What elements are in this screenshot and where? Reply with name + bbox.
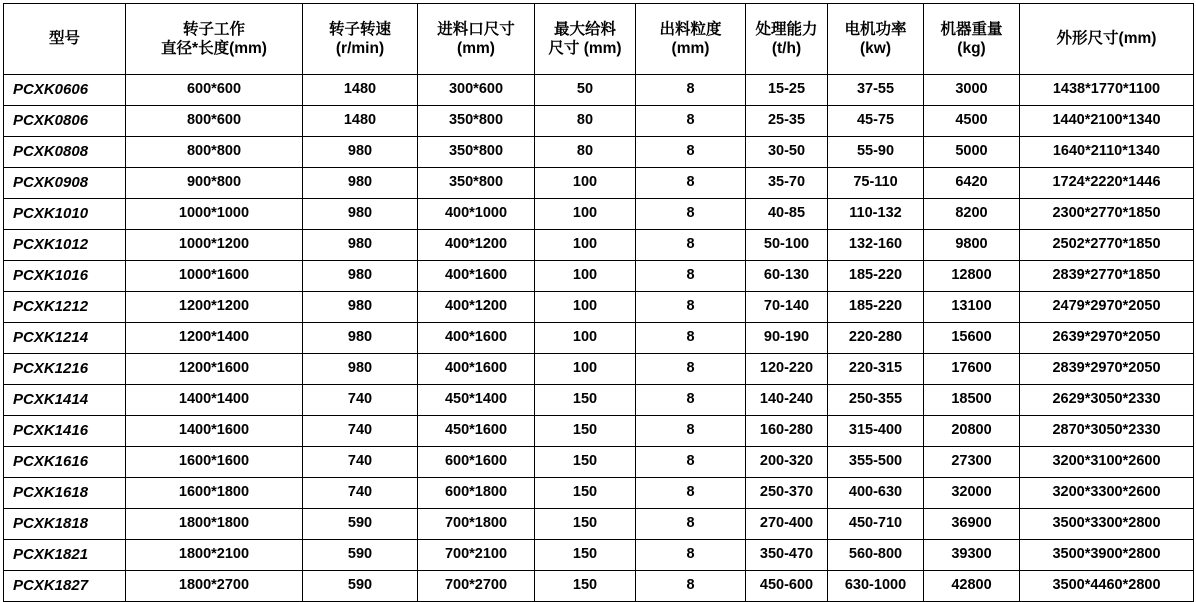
table-row <box>4 509 1194 540</box>
table-cell: 220-280 <box>828 323 924 354</box>
table-cell: 740 <box>303 447 418 478</box>
table-cell: 1200*1600 <box>126 354 303 385</box>
table-cell: 740 <box>303 416 418 447</box>
table-cell: 100 <box>535 168 636 199</box>
column-header-line2: (r/min) <box>335 40 385 57</box>
table-cell: 1440*2100*1340 <box>1020 106 1194 137</box>
cell-model: PCXK1016 <box>4 261 126 292</box>
table-cell: 590 <box>303 540 418 571</box>
table-cell: 150 <box>535 447 636 478</box>
table-cell: 80 <box>535 106 636 137</box>
table-cell: 13100 <box>924 292 1020 323</box>
column-header-line2: (t/h) <box>771 40 802 57</box>
table-cell: 185-220 <box>828 292 924 323</box>
table-cell: 8 <box>636 416 746 447</box>
table-cell: 1800*1800 <box>126 509 303 540</box>
table-cell: 75-110 <box>828 168 924 199</box>
table-cell: 90-190 <box>746 323 828 354</box>
table-cell: 355-500 <box>828 447 924 478</box>
table-cell: 1438*1770*1100 <box>1020 75 1194 106</box>
table-cell: 8 <box>636 571 746 602</box>
table-cell: 980 <box>303 199 418 230</box>
column-header-6 <box>746 4 828 75</box>
column-header-line1: 转子工作 <box>182 20 245 38</box>
table-cell: 1600*1600 <box>126 447 303 478</box>
cell-model: PCXK1012 <box>4 230 126 261</box>
table-cell: 100 <box>535 199 636 230</box>
table-cell: 100 <box>535 354 636 385</box>
table-cell: 8 <box>636 478 746 509</box>
table-cell: 5000 <box>924 137 1020 168</box>
table-cell: 980 <box>303 292 418 323</box>
table-row <box>4 571 1194 602</box>
table-cell: 400*1600 <box>418 261 535 292</box>
table-cell: 350*800 <box>418 168 535 199</box>
table-cell: 140-240 <box>746 385 828 416</box>
table-row <box>4 447 1194 478</box>
table-cell: 450*1600 <box>418 416 535 447</box>
table-cell: 100 <box>535 292 636 323</box>
table-cell: 2839*2970*2050 <box>1020 354 1194 385</box>
table-cell: 400-630 <box>828 478 924 509</box>
table-cell: 8 <box>636 540 746 571</box>
table-cell: 2870*3050*2330 <box>1020 416 1194 447</box>
table-cell: 150 <box>535 540 636 571</box>
table-row <box>4 199 1194 230</box>
cell-model: PCXK1416 <box>4 416 126 447</box>
table-cell: 150 <box>535 478 636 509</box>
table-cell: 600*600 <box>126 75 303 106</box>
column-header-line2: 直径*长度(mm) <box>161 40 267 57</box>
table-cell: 3500*3900*2800 <box>1020 540 1194 571</box>
table-cell: 980 <box>303 168 418 199</box>
table-cell: 8 <box>636 199 746 230</box>
table-cell: 250-370 <box>746 478 828 509</box>
column-header-line1: 最大给料 <box>553 20 616 38</box>
table-cell: 12800 <box>924 261 1020 292</box>
table-cell: 1600*1800 <box>126 478 303 509</box>
table-cell: 200-320 <box>746 447 828 478</box>
cell-model: PCXK0806 <box>4 106 126 137</box>
table-cell: 100 <box>535 323 636 354</box>
table-cell: 1200*1200 <box>126 292 303 323</box>
table-cell: 8 <box>636 106 746 137</box>
table-cell: 32000 <box>924 478 1020 509</box>
table-cell: 60-130 <box>746 261 828 292</box>
table-cell: 700*1800 <box>418 509 535 540</box>
column-header-line2: (kg) <box>957 40 986 57</box>
table-cell: 350*800 <box>418 106 535 137</box>
table-cell: 1480 <box>303 75 418 106</box>
table-cell: 20800 <box>924 416 1020 447</box>
table-row <box>4 323 1194 354</box>
table-cell: 36900 <box>924 509 1020 540</box>
table-cell: 350-470 <box>746 540 828 571</box>
table-cell: 980 <box>303 323 418 354</box>
table-cell: 15-25 <box>746 75 828 106</box>
table-cell: 1800*2700 <box>126 571 303 602</box>
table-cell: 8 <box>636 447 746 478</box>
table-cell: 45-75 <box>828 106 924 137</box>
table-row <box>4 106 1194 137</box>
cell-model: PCXK1214 <box>4 323 126 354</box>
column-header-5 <box>636 4 746 75</box>
cell-model: PCXK1216 <box>4 354 126 385</box>
table-cell: 315-400 <box>828 416 924 447</box>
table-cell: 1000*1000 <box>126 199 303 230</box>
column-header-line1: 进料口尺寸 <box>437 20 515 38</box>
table-cell: 35-70 <box>746 168 828 199</box>
column-header-0 <box>4 4 126 75</box>
table-cell: 80 <box>535 137 636 168</box>
table-cell: 1200*1400 <box>126 323 303 354</box>
table-cell: 42800 <box>924 571 1020 602</box>
column-header-line1: 型号 <box>48 30 80 48</box>
table-cell: 8 <box>636 385 746 416</box>
column-header-2 <box>303 4 418 75</box>
table-row <box>4 75 1194 106</box>
column-header-line1: 机器重量 <box>940 20 1003 38</box>
table-cell: 17600 <box>924 354 1020 385</box>
column-header-7 <box>828 4 924 75</box>
table-cell: 3200*3100*2600 <box>1020 447 1194 478</box>
spec-sheet <box>0 3 1196 594</box>
table-cell: 9800 <box>924 230 1020 261</box>
column-header-8 <box>924 4 1020 75</box>
table-cell: 37-55 <box>828 75 924 106</box>
cell-model: PCXK0908 <box>4 168 126 199</box>
header-row <box>4 4 1194 75</box>
table-cell: 8 <box>636 323 746 354</box>
table-cell: 740 <box>303 478 418 509</box>
table-cell: 220-315 <box>828 354 924 385</box>
table-cell: 3000 <box>924 75 1020 106</box>
table-row <box>4 137 1194 168</box>
table-cell: 1000*1600 <box>126 261 303 292</box>
table-cell: 39300 <box>924 540 1020 571</box>
table-cell: 980 <box>303 230 418 261</box>
table-cell: 15600 <box>924 323 1020 354</box>
table-cell: 1400*1400 <box>126 385 303 416</box>
table-cell: 1480 <box>303 106 418 137</box>
table-cell: 25-35 <box>746 106 828 137</box>
table-cell: 450-710 <box>828 509 924 540</box>
table-cell: 120-220 <box>746 354 828 385</box>
column-header-line2: (kw) <box>860 40 891 57</box>
table-cell: 160-280 <box>746 416 828 447</box>
table-cell: 400*1000 <box>418 199 535 230</box>
table-cell: 1800*2100 <box>126 540 303 571</box>
column-header-line2: (mm) <box>671 40 710 57</box>
column-header-9 <box>1020 4 1194 75</box>
table-cell: 150 <box>535 571 636 602</box>
column-header-line2: (mm) <box>457 40 495 57</box>
column-header-line1: 外形尺寸(mm) <box>1056 30 1157 48</box>
table-cell: 2479*2970*2050 <box>1020 292 1194 323</box>
cell-model: PCXK0606 <box>4 75 126 106</box>
column-header-line2: 尺寸 (mm) <box>548 40 622 57</box>
table-cell: 6420 <box>924 168 1020 199</box>
table-cell: 8 <box>636 230 746 261</box>
cell-model: PCXK1827 <box>4 571 126 602</box>
table-cell: 590 <box>303 571 418 602</box>
table-cell: 450-600 <box>746 571 828 602</box>
table-cell: 2639*2970*2050 <box>1020 323 1194 354</box>
table-cell: 740 <box>303 385 418 416</box>
table-cell: 590 <box>303 509 418 540</box>
table-cell: 400*1200 <box>418 230 535 261</box>
table-cell: 3200*3300*2600 <box>1020 478 1194 509</box>
table-row <box>4 168 1194 199</box>
column-header-line1: 处理能力 <box>755 20 818 38</box>
table-cell: 3500*3300*2800 <box>1020 509 1194 540</box>
table-cell: 150 <box>535 385 636 416</box>
cell-model: PCXK1414 <box>4 385 126 416</box>
table-cell: 8 <box>636 168 746 199</box>
table-cell: 400*1600 <box>418 354 535 385</box>
table-cell: 980 <box>303 354 418 385</box>
column-header-3 <box>418 4 535 75</box>
table-cell: 800*600 <box>126 106 303 137</box>
column-header-line1: 转子转速 <box>328 20 391 38</box>
table-cell: 8 <box>636 509 746 540</box>
table-cell: 4500 <box>924 106 1020 137</box>
table-cell: 8 <box>636 137 746 168</box>
table-cell: 300*600 <box>418 75 535 106</box>
table-cell: 600*1800 <box>418 478 535 509</box>
table-cell: 400*1200 <box>418 292 535 323</box>
table-cell: 2300*2770*1850 <box>1020 199 1194 230</box>
table-cell: 2629*3050*2330 <box>1020 385 1194 416</box>
table-cell: 40-85 <box>746 199 828 230</box>
table-cell: 150 <box>535 416 636 447</box>
table-cell: 30-50 <box>746 137 828 168</box>
cell-model: PCXK1212 <box>4 292 126 323</box>
table-cell: 185-220 <box>828 261 924 292</box>
table-cell: 27300 <box>924 447 1020 478</box>
table-row <box>4 261 1194 292</box>
table-cell: 270-400 <box>746 509 828 540</box>
table-header <box>4 4 1194 75</box>
table-cell: 560-800 <box>828 540 924 571</box>
column-header-4 <box>535 4 636 75</box>
table-cell: 70-140 <box>746 292 828 323</box>
table-row <box>4 230 1194 261</box>
table-row <box>4 416 1194 447</box>
table-cell: 50-100 <box>746 230 828 261</box>
table-cell: 700*2700 <box>418 571 535 602</box>
cell-model: PCXK1010 <box>4 199 126 230</box>
table-cell: 700*2100 <box>418 540 535 571</box>
table-cell: 8 <box>636 292 746 323</box>
table-cell: 110-132 <box>828 199 924 230</box>
table-cell: 50 <box>535 75 636 106</box>
table-cell: 1724*2220*1446 <box>1020 168 1194 199</box>
table-cell: 400*1600 <box>418 323 535 354</box>
table-cell: 450*1400 <box>418 385 535 416</box>
table-cell: 3500*4460*2800 <box>1020 571 1194 602</box>
cell-model: PCXK1618 <box>4 478 126 509</box>
table-row <box>4 478 1194 509</box>
table-cell: 2839*2770*1850 <box>1020 261 1194 292</box>
cell-model: PCXK0808 <box>4 137 126 168</box>
table-cell: 630-1000 <box>828 571 924 602</box>
table-cell: 18500 <box>924 385 1020 416</box>
table-cell: 900*800 <box>126 168 303 199</box>
table-cell: 8200 <box>924 199 1020 230</box>
table-cell: 600*1600 <box>418 447 535 478</box>
cell-model: PCXK1818 <box>4 509 126 540</box>
table-cell: 800*800 <box>126 137 303 168</box>
table-cell: 980 <box>303 261 418 292</box>
table-cell: 100 <box>535 230 636 261</box>
table-cell: 100 <box>535 261 636 292</box>
table-cell: 8 <box>636 261 746 292</box>
table-cell: 8 <box>636 354 746 385</box>
table-cell: 2502*2770*1850 <box>1020 230 1194 261</box>
table-cell: 980 <box>303 137 418 168</box>
table-cell: 250-355 <box>828 385 924 416</box>
table-cell: 1400*1600 <box>126 416 303 447</box>
column-header-line1: 电机功率 <box>844 20 907 38</box>
table-cell: 350*800 <box>418 137 535 168</box>
specification-table <box>3 3 1194 602</box>
table-cell: 1640*2110*1340 <box>1020 137 1194 168</box>
table-cell: 8 <box>636 75 746 106</box>
table-cell: 132-160 <box>828 230 924 261</box>
table-row <box>4 385 1194 416</box>
cell-model: PCXK1616 <box>4 447 126 478</box>
table-row <box>4 292 1194 323</box>
column-header-1 <box>126 4 303 75</box>
table-cell: 150 <box>535 509 636 540</box>
table-row <box>4 540 1194 571</box>
table-row <box>4 354 1194 385</box>
table-body <box>4 75 1194 602</box>
column-header-line1: 出料粒度 <box>659 20 722 38</box>
table-cell: 1000*1200 <box>126 230 303 261</box>
table-cell: 55-90 <box>828 137 924 168</box>
cell-model: PCXK1821 <box>4 540 126 571</box>
